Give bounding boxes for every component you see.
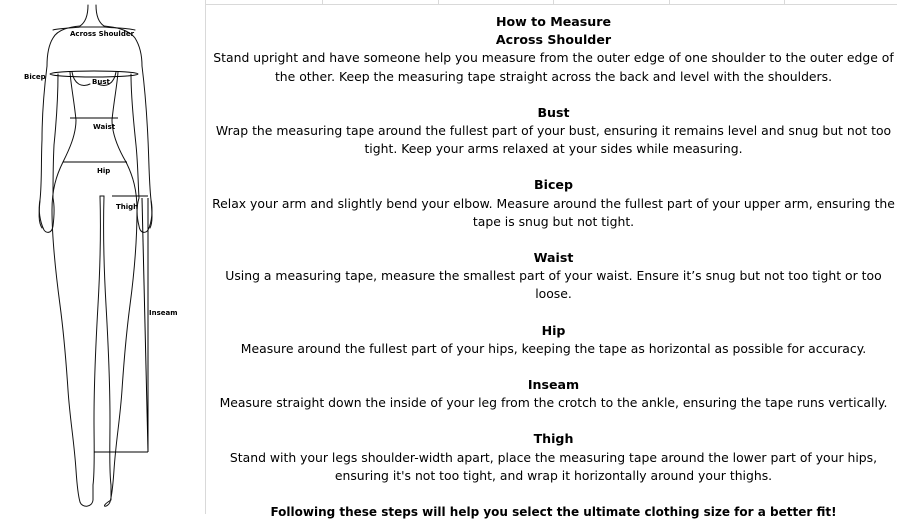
section-bicep <box>210 176 897 231</box>
grid-column-divider <box>322 0 323 4</box>
section-bust <box>210 104 897 159</box>
section-inseam <box>210 376 897 412</box>
section-text: Stand upright and have someone help you measure from the outer edge of one shoulder to the outer edge of the other. Keep the measuring tape straight across the back and level with the shoulders. <box>213 50 894 84</box>
measurement-instructions <box>210 13 897 521</box>
section-text: Relax your arm and slightly bend your elbow. Measure around the fullest part of your upper arm, ensuring the tape is snug but not tight. <box>212 195 895 229</box>
section-hip <box>210 322 897 358</box>
label-thigh: Thigh <box>116 203 139 211</box>
grid-left-border <box>205 0 206 514</box>
section-text: Using a measuring tape, measure the smallest part of your waist. Ensure it’s snug but not too tight or too loose. <box>225 268 882 302</box>
section-text: Measure straight down the inside of your leg from the crotch to the ankle, ensuring the tape runs vertically. <box>219 395 888 411</box>
section-heading: Bust <box>537 104 570 120</box>
grid-column-divider <box>553 0 554 4</box>
section-across-shoulder <box>210 31 897 86</box>
label-hip: Hip <box>97 167 111 175</box>
section-heading: Waist <box>533 250 574 266</box>
grid-column-divider <box>438 0 439 4</box>
measurement-figure <box>0 0 205 514</box>
section-heading: Bicep <box>534 177 573 193</box>
label-bust: Bust <box>92 78 110 86</box>
grid-header-line <box>205 0 897 5</box>
label-waist: Waist <box>93 123 116 131</box>
page-title: How to Measure <box>495 14 612 29</box>
section-heading: Across Shoulder <box>495 32 612 48</box>
label-across-shoulder: Across Shoulder <box>70 30 135 38</box>
label-inseam: Inseam <box>149 309 178 317</box>
section-heading: Inseam <box>527 377 580 393</box>
section-text: Wrap the measuring tape around the fullest part of your bust, ensuring it remains level and snug but not too tight. Keep your arms relaxed at your sides while measuring. <box>215 123 892 157</box>
grid-column-divider <box>784 0 785 4</box>
section-text: Stand with your legs shoulder-width apart, place the measuring tape around the lower part of your hips, ensuring it's not too tight, and wrap it horizontally around your thighs. <box>229 449 878 483</box>
section-text: Measure around the fullest part of your hips, keeping the tape as horizontal as possible for accuracy. <box>240 340 867 356</box>
section-thigh <box>210 430 897 485</box>
footer-note: Following these steps will help you select the ultimate clothing size for a better fit! <box>270 505 837 520</box>
section-heading: Hip <box>541 322 566 338</box>
section-waist <box>210 249 897 304</box>
section-heading: Thigh <box>533 431 574 447</box>
label-bicep: Bicep <box>24 73 46 81</box>
grid-column-divider <box>669 0 670 4</box>
